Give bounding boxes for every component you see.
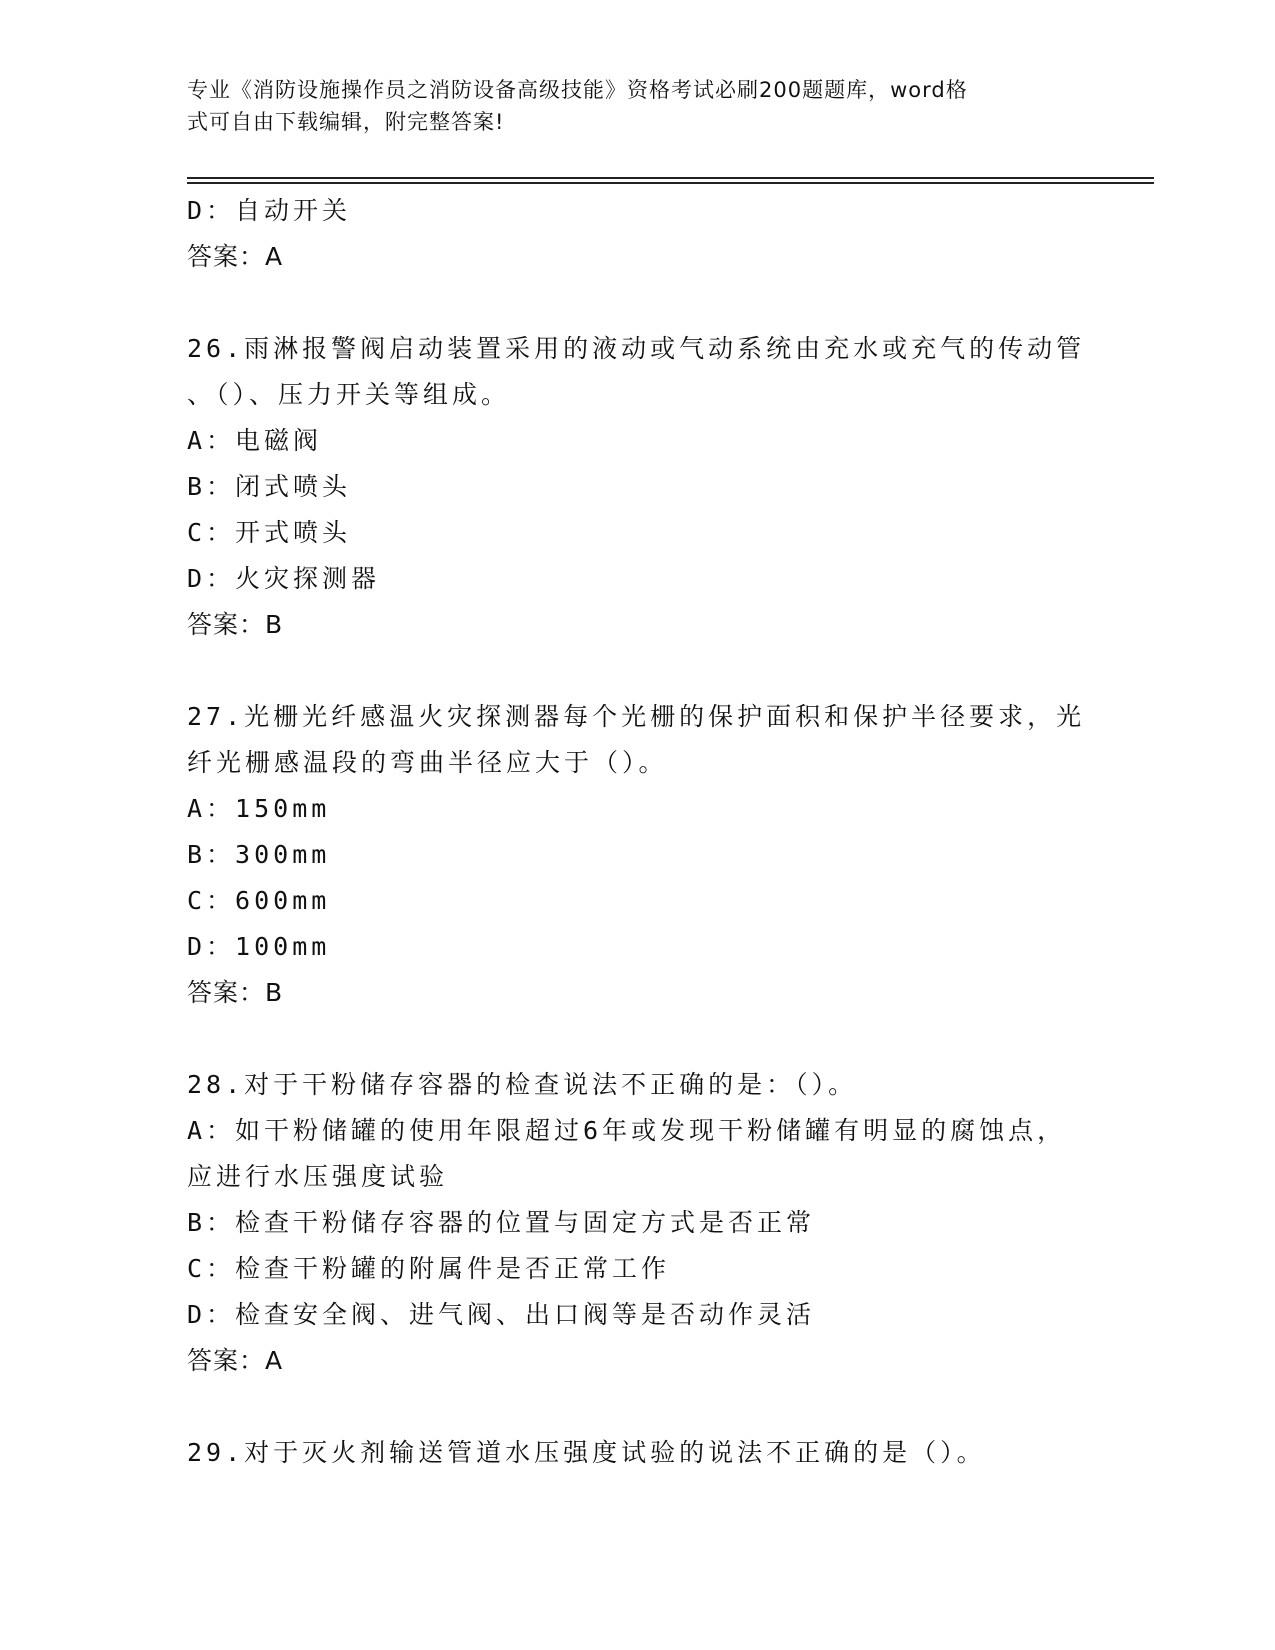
page-header xyxy=(187,74,1087,138)
option-a: A：电磁阀 xyxy=(187,426,323,455)
option-a-line-1: A：如干粉储罐的使用年限超过6年或发现干粉储罐有明显的腐蚀点， xyxy=(187,1116,1067,1145)
header-line-2: 式可自由下载编辑，附完整答案! xyxy=(187,110,505,134)
question-list xyxy=(187,188,1087,1476)
option-d: D：自动开关 xyxy=(187,196,352,225)
question-text-line-2: 纤光栅感温段的弯曲半径应大于（）。 xyxy=(187,748,668,777)
previous-question-tail xyxy=(187,188,1087,280)
question-28 xyxy=(187,1062,1087,1384)
option-c: C：开式喷头 xyxy=(187,518,352,547)
option-a-line-2: 应进行水压强度试验 xyxy=(187,1162,449,1191)
answer-line: 答案：A xyxy=(187,1346,284,1375)
option-d: D：100mm xyxy=(187,932,331,961)
option-b: B：检查干粉储存容器的位置与固定方式是否正常 xyxy=(187,1208,816,1237)
option-d: D：火灾探测器 xyxy=(187,564,381,593)
question-29 xyxy=(187,1430,1087,1476)
header-divider-bottom xyxy=(187,182,1154,184)
answer-line: 答案：B xyxy=(187,978,284,1007)
question-27 xyxy=(187,694,1087,1016)
question-text-line-1: 26.雨淋报警阀启动装置采用的液动或气动系统由充水或充气的传动管 xyxy=(187,334,1086,363)
answer-line: 答案：A xyxy=(187,242,284,271)
option-c: C：600mm xyxy=(187,886,331,915)
option-a: A：150mm xyxy=(187,794,331,823)
spacer xyxy=(187,1384,1087,1430)
answer-line: 答案：B xyxy=(187,610,284,639)
question-26 xyxy=(187,326,1087,648)
option-d: D：检查安全阀、进气阀、出口阀等是否动作灵活 xyxy=(187,1300,816,1329)
header-line-1: 专业《消防设施操作员之消防设备高级技能》资格考试必刷200题题库，word格 xyxy=(187,78,968,102)
option-c: C：检查干粉罐的附属件是否正常工作 xyxy=(187,1254,671,1283)
option-b: B：闭式喷头 xyxy=(187,472,352,501)
option-b: B：300mm xyxy=(187,840,331,869)
question-text-line-2: 、（）、压力开关等组成。 xyxy=(187,380,511,409)
header-divider-top xyxy=(187,177,1154,179)
spacer xyxy=(187,280,1087,326)
question-text-line-1: 27.光栅光纤感温火灾探测器每个光栅的保护面积和保护半径要求，光 xyxy=(187,702,1086,731)
question-text-line-1: 29.对于灭火剂输送管道水压强度试验的说法不正确的是（）。 xyxy=(187,1438,986,1467)
question-text-line-1: 28.对于干粉储存容器的检查说法不正确的是：（）。 xyxy=(187,1070,858,1099)
spacer xyxy=(187,1016,1087,1062)
spacer xyxy=(187,648,1087,694)
